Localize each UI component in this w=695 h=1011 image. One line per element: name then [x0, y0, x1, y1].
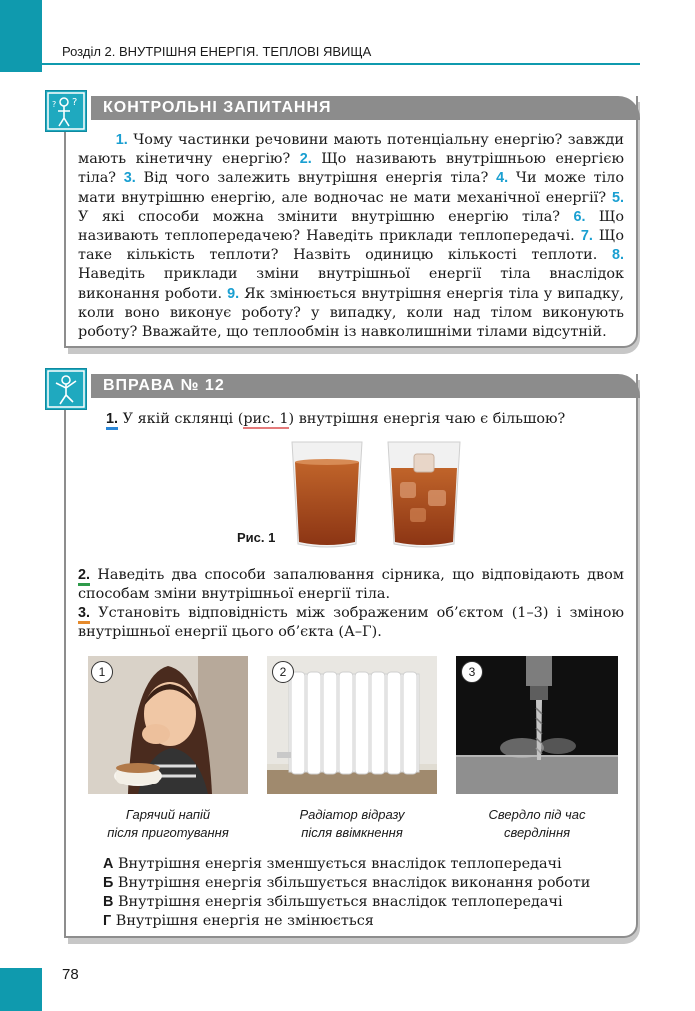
tea-glasses-figure — [286, 438, 470, 554]
caption-hot-drink: Гарячий напій після приготування — [107, 807, 229, 840]
question-7: Що таке кількість теплоти? Назвіть одиницю кількості теплоти. — [78, 228, 624, 264]
caption-drill: Свердло під час свердління — [488, 807, 586, 840]
footer-divider — [42, 968, 43, 969]
page-number: 78 — [62, 966, 79, 983]
question-5: У які способи можна змінити внутрішню енергію тіла? — [78, 208, 561, 225]
option-b: Б Внутрішня енергія збільшується внаслідок виконання роботи — [103, 875, 591, 891]
figure-label: Рис. 1 — [237, 530, 276, 545]
control-title: КОНТРОЛЬНІ ЗАПИТАННЯ — [103, 99, 332, 116]
svg-text:?: ? — [52, 100, 57, 109]
question-4: Чи може тіло мати внутрішню енергію, але водночас не мати механічної енергії? — [78, 170, 624, 206]
svg-text:?: ? — [72, 97, 78, 108]
glass-iced-tea — [388, 442, 460, 547]
option-g: Г Внутрішня енергія не змінюється — [103, 913, 374, 929]
image-badge-3: 3 — [461, 661, 483, 683]
glass-hot-tea — [292, 442, 362, 547]
photo-hot-drink — [88, 656, 248, 794]
exercise-figure-icon — [45, 368, 87, 410]
caption-radiator: Радіатор відразу після ввімкнення — [299, 807, 405, 840]
exercise-q1: 1. У якій склянці (рис. 1) внутрішня енергія чаю є більшою? — [106, 410, 626, 429]
question-9: Як змінюється внутрішня енергія тіла у випадку, коли воно виконує роботу? у випадку, коли над тілом виконують роботу? Вважайте, що теплообмін із навколишніми тілами відсутній. — [78, 285, 624, 341]
exercise-title: ВПРАВА № 12 — [103, 377, 225, 394]
exercise-q3: 3. Установіть відповідність між зображеним об’єктом (1–3) і зміною внутрішньої енергії цього об’єкта (А–Г). — [78, 605, 624, 641]
option-v: В Внутрішня енергія збільшується внаслідок теплопередачі — [103, 894, 563, 910]
question-3: Від чого залежить внутрішня енергія тіла? — [143, 170, 489, 187]
question-1: Чому частинки речовини мають потенціальну енергію? завжди мають кінетичну енергію? — [78, 132, 624, 168]
figure-reference: рис. 1 — [243, 411, 289, 427]
image-badge-1: 1 — [91, 661, 113, 683]
control-header — [91, 96, 640, 120]
option-a: А Внутрішня енергія зменшується внаслідок теплопередачі — [103, 856, 562, 872]
question-6: Що називають теплопередачею? Наведіть приклади теплопередачі. — [78, 208, 624, 245]
chapter-title: Розділ 2. ВНУТРІШНЯ ЕНЕРГІЯ. ТЕПЛОВІ ЯВИЩА — [62, 44, 372, 59]
question-8: Наведіть приклади зміни внутрішньої енергії тіла внаслідок виконання роботи. — [78, 266, 624, 302]
exercise-header — [91, 374, 640, 398]
question-2: Що називають внутрішньою енергією тіла? — [78, 151, 624, 187]
bottom-corner-bar — [0, 968, 42, 1011]
image-badge-2: 2 — [272, 661, 294, 683]
exercise-q2: 2. Наведіть два способи запалювання сірника, що відповідають двом способам зміни внутрішньої енергії тіла. — [78, 567, 624, 603]
top-corner-bar — [0, 0, 42, 72]
question-figure-icon — [45, 90, 87, 132]
chapter-divider — [42, 63, 640, 65]
control-questions: 1. Чому частинки речовини мають потенціальну енергію? завжди мають кінетичну енергію? 2. Що називають внутрішньою енергією тіла? 3. Від чого залежить внутрішня енергія тіла? 4. Чи може тіло мати внутрішню енергію, але водночас не мати механічної енергії? 5. У які способи можна змінити внутрішню енергію тіла? 6. Що називають теплопередачею? Наведіть приклади теплопередачі. 7. Що таке кількість теплоти? Назвіть одиницю кількості теплоти. 8. Наведіть приклади зміни внутрішньої енергії тіла внаслідок виконання роботи. 9. Як змінюється внутрішня енергія тіла у випадку, коли воно виконує роботу? у випадку, коли над тілом виконують роботу? Вважайте, що теплообмін із навколишніми тілами відсутній. — [78, 132, 624, 341]
